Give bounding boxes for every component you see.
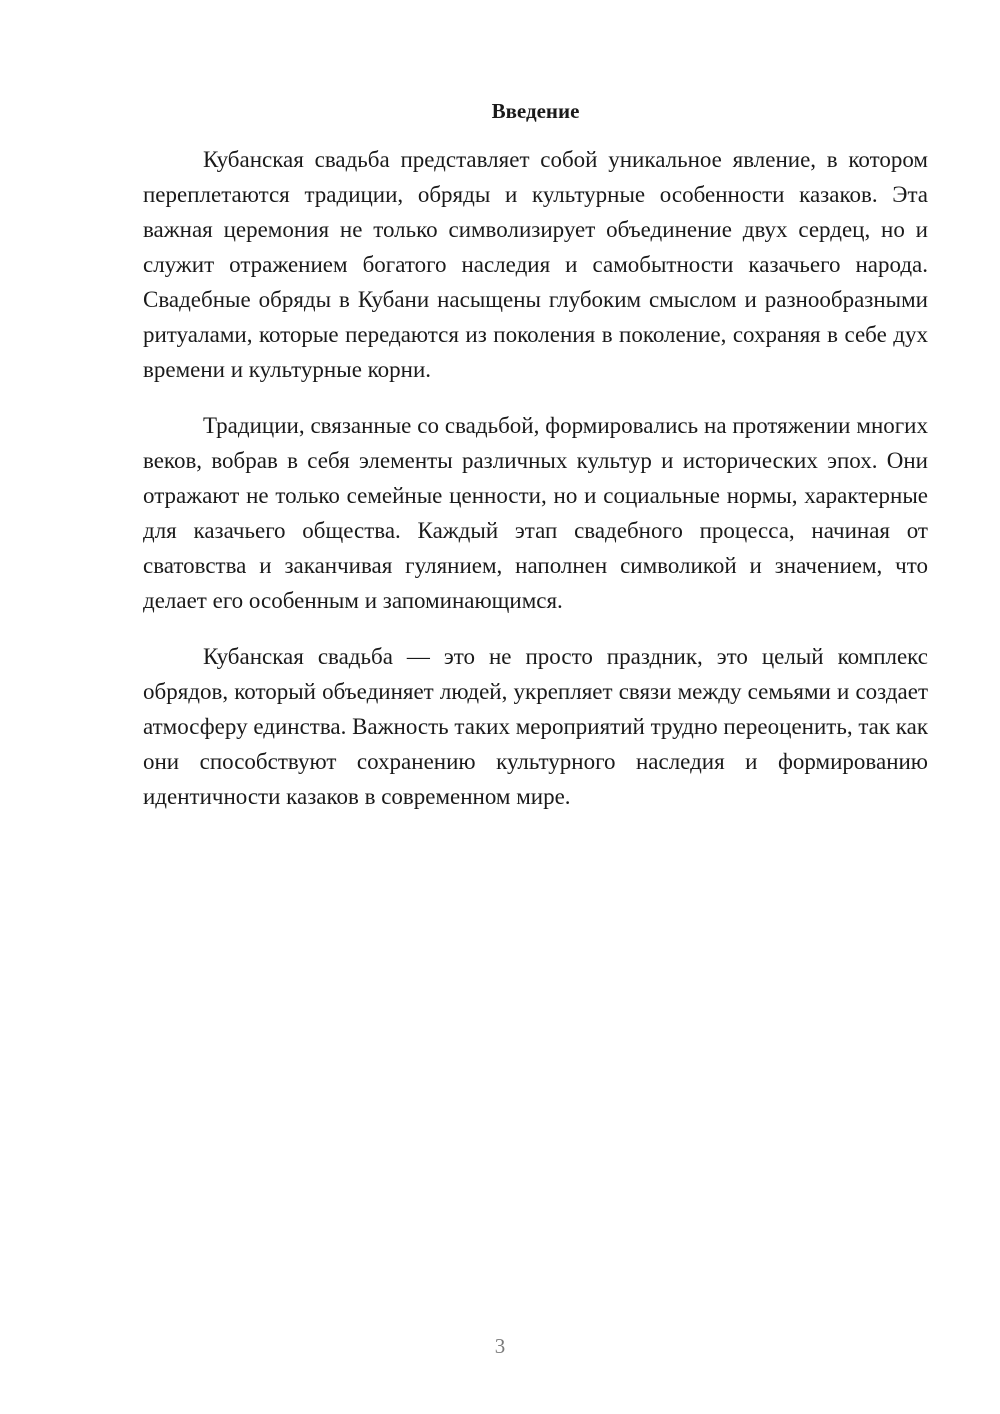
- page-number: 3: [494, 1334, 506, 1358]
- page-title: Введение: [491, 99, 580, 123]
- body-text: [143, 142, 928, 835]
- paragraph-1: Кубанская свадьба представляет собой уникальное явление, в котором переплетаются традиции, обряды и культурные особенности казаков. Эта важная церемония не только символизирует объединение двух сердец, но и служит отражением богатого наследия и самобытности казачьего народа. Свадебные обряды в Кубани насыщены глубоким смыслом и разнообразными ритуалами, которые передаются из поколения в поколение, сохраняя в себе дух времени и культурные корни.: [143, 147, 928, 382]
- paragraph-2: Традиции, связанные со свадьбой, формировались на протяжении многих веков, вобрав в себя элементы различных культур и исторических эпох. Они отражают не только семейные ценности, но и социальные нормы, характерные для казачьего общества. Каждый этап свадебного процесса, начиная от сватовства и заканчивая гулянием, наполнен символикой и значением, что делает его особенным и запоминающимся.: [143, 413, 928, 613]
- paragraph-3: Кубанская свадьба — это не просто праздник, это целый комплекс обрядов, который объединяет людей, укрепляет связи между семьями и создает атмосферу единства. Важность таких мероприятий трудно переоценить, так как они способствуют сохранению культурного наследия и формированию идентичности казаков в современном мире.: [143, 644, 928, 809]
